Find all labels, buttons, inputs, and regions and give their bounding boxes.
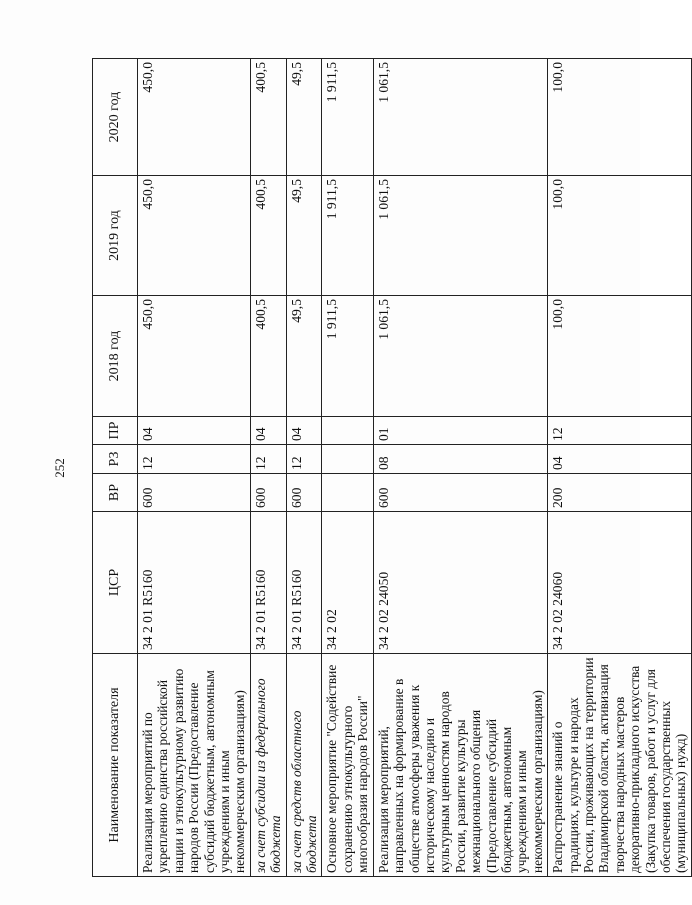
row-2020: 1 061,5	[373, 59, 547, 176]
row-csr: 34 2 01 R5160	[286, 512, 322, 654]
row-2019: 400,5	[250, 176, 286, 296]
row-name: Основное мероприятие "Содействие сохранению этнокультурного многообразия народов России"	[322, 654, 373, 877]
row-rz: 04	[548, 445, 692, 474]
row-pr: 04	[250, 417, 286, 445]
row-2018: 450,0	[138, 296, 251, 417]
row-2019: 49,5	[286, 176, 322, 296]
row-2018: 49,5	[286, 296, 322, 417]
row-pr	[322, 417, 373, 445]
row-vr: 600	[373, 474, 547, 512]
rotated-content	[52, 59, 689, 877]
row-2018: 100,0	[548, 296, 692, 417]
table-row	[138, 59, 251, 877]
row-2020: 1 911,5	[322, 59, 373, 176]
row-csr: 34 2 02	[322, 512, 373, 654]
row-csr: 34 2 02 24060	[548, 512, 692, 654]
table-row	[322, 59, 373, 877]
row-2020: 450,0	[138, 59, 251, 176]
row-vr: 600	[138, 474, 251, 512]
row-2019: 450,0	[138, 176, 251, 296]
row-2018: 1 061,5	[373, 296, 547, 417]
row-2019: 1 911,5	[322, 176, 373, 296]
header-name: Наименование показателя	[93, 654, 138, 877]
row-pr: 12	[548, 417, 692, 445]
row-csr: 34 2 01 R5160	[138, 512, 251, 654]
row-rz: 12	[138, 445, 251, 474]
row-rz: 12	[286, 445, 322, 474]
header-row	[93, 59, 138, 877]
row-name: за счет субсидии из федерального бюджета	[250, 654, 286, 877]
budget-table	[92, 58, 692, 877]
row-csr: 34 2 01 R5160	[250, 512, 286, 654]
row-name: за счет средств областного бюджета	[286, 654, 322, 877]
row-2018: 1 911,5	[322, 296, 373, 417]
row-pr: 04	[286, 417, 322, 445]
header-pr: ПР	[93, 417, 138, 445]
table-row	[250, 59, 286, 877]
row-2019: 100,0	[548, 176, 692, 296]
row-vr	[322, 474, 373, 512]
table-row	[548, 59, 692, 877]
header-2018: 2018 год	[93, 296, 138, 417]
row-csr: 34 2 02 24050	[373, 512, 547, 654]
row-rz: 08	[373, 445, 547, 474]
row-vr: 600	[286, 474, 322, 512]
row-2018: 400,5	[250, 296, 286, 417]
row-name: Реализация мероприятий по укреплению единства российской нации и этнокультурному развитию народов России (Предоставление субсидий бюджетным, автономным учреждениям и иным некоммерческим организациям)	[138, 654, 251, 877]
row-rz	[322, 445, 373, 474]
page-number: 252	[52, 458, 67, 478]
header-vr: ВР	[93, 474, 138, 512]
row-pr: 01	[373, 417, 547, 445]
header-2020: 2020 год	[93, 59, 138, 176]
row-2019: 1 061,5	[373, 176, 547, 296]
row-name: Реализация мероприятий, направленных на формирование в обществе атмосферы уважения к историческому наследию и культурным ценностям народов России, развитие культуры межнационального общения (Предоставление субсидий бюджетным, автономным учреждениям и иным некоммерческим организациям)	[373, 654, 547, 877]
row-pr: 04	[138, 417, 251, 445]
header-csr: ЦСР	[93, 512, 138, 654]
row-2020: 49,5	[286, 59, 322, 176]
table-row	[373, 59, 547, 877]
row-2020: 100,0	[548, 59, 692, 176]
row-vr: 200	[548, 474, 692, 512]
row-vr: 600	[250, 474, 286, 512]
header-2019: 2019 год	[93, 176, 138, 296]
header-rz: РЗ	[93, 445, 138, 474]
row-rz: 12	[250, 445, 286, 474]
row-name: Распространение знаний о традициях, культуре и народах России, проживающих на территории Владимирской области, активизация творчества народных мастеров декоративно-прикладного искусства (Закупка товаров, работ и услуг для обеспечения государственных (муниципальных) нужд)	[548, 654, 692, 877]
row-2020: 400,5	[250, 59, 286, 176]
table-row	[286, 59, 322, 877]
